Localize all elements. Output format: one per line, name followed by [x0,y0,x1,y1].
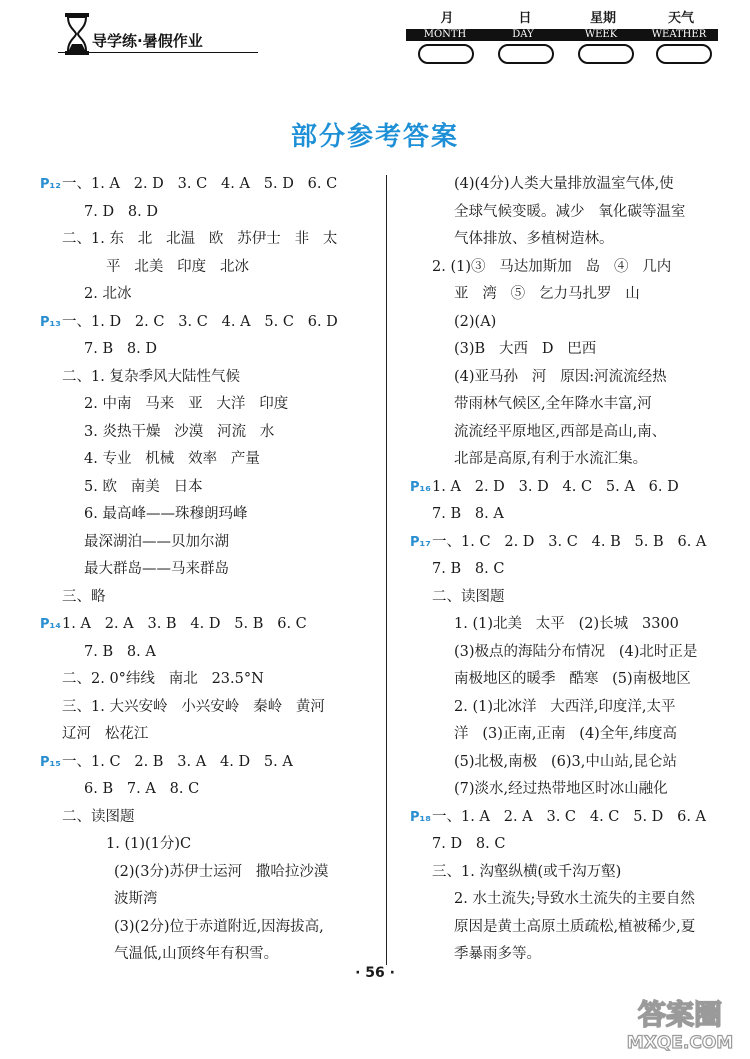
answer-line [410,364,730,392]
answer-text: 气温低,山顶终年有积雪。 [114,946,279,962]
answer-line [410,749,730,777]
week-en-label: WEEK [584,29,618,40]
answer-text: (4)亚马孙 河 原因:河流流经热 [454,368,667,385]
answer-line [410,309,730,337]
answer-text: 亚 湾 ⑤ 乞力马扎罗 山 [454,286,640,302]
day-label: 日 [518,11,532,26]
answer-text: 全球气候变暖。减少 氧化碳等温室 [454,203,686,220]
answer-line [40,694,380,722]
answer-text: (5)北极,南极 (6)3,中山站,昆仑站 [454,753,677,770]
answer-line [410,336,730,364]
day-en-label: DAY [512,29,534,40]
answer-line [410,474,730,502]
answer-line [410,446,730,474]
answer-line [40,666,380,694]
page-ref-tag: P₁₈ [410,809,431,825]
answer-line [40,831,380,859]
page-ref-tag: P₁₃ [40,314,61,330]
answer-line [410,804,730,832]
answer-text: 2. (1)北冰洋 大西洋,印度洋,太平 [454,698,676,715]
answer-text: 4. 专业 机械 效率 产量 [84,451,260,467]
watermark-logo [618,990,742,1054]
answer-text: (4)(4分)人类大量排放温室气体,使 [454,176,674,192]
answer-text: (3)极点的海陆分布情况 (4)北时正是 [454,643,698,660]
answer-text: 1. A 2. A 3. B 4. D 5. B 6. C [62,616,307,632]
answer-text: 2. 中南 马来 亚 大洋 印度 [84,396,289,412]
answer-text: 南极地区的暖季 酷寒 (5)南极地区 [454,671,691,687]
column-divider [386,175,387,965]
answer-text: 5. 欧 南美 日本 [84,478,203,495]
answer-line [40,199,380,227]
answer-line [40,446,380,474]
answer-line [40,886,380,914]
answer-text: 一、1. C 2. D 3. C 4. B 5. B 6. A [432,533,707,550]
answer-text: (2)(A) [454,313,497,330]
page-header [0,0,750,80]
answer-line [410,776,730,804]
date-english-bar [406,29,718,41]
answer-line [410,611,730,639]
answer-text: 二、1. 东 北 北温 欧 苏伊士 非 太 [62,231,338,247]
answer-line [410,226,730,254]
left-answer-column [40,171,380,969]
page-ref-tag: P₁₂ [40,177,61,192]
page-title: 部分参考答案 [290,122,459,152]
page-number: · 56 · [355,965,395,981]
answer-line [410,391,730,419]
answer-line [40,639,380,667]
answer-text: 7. B 8. D [84,341,157,357]
answer-text: (7)淡水,经过热带地区时冰山融化 [454,781,668,797]
answer-line [40,254,380,282]
answer-line [40,226,380,254]
answer-text: 7. D 8. C [432,836,506,852]
answer-text: 一、1. C 2. B 3. A 4. D 5. A [62,753,293,770]
day-field[interactable] [498,44,554,64]
answer-line [410,831,730,859]
answer-line [40,391,380,419]
answer-line [410,721,730,749]
answer-line [410,914,730,942]
answer-line [40,749,380,777]
page-ref-tag: P₁₇ [410,534,431,550]
header-rule [58,52,258,53]
answer-text: 2. 北冰 [84,286,132,302]
answer-line [40,419,380,447]
answer-text: 一、1. A 2. A 3. C 4. C 5. D 6. A [432,808,707,825]
answer-line [40,914,380,942]
answer-text: 2. 水土流失;导致水土流失的主要自然 [454,891,695,907]
answer-line [40,859,380,887]
answer-line [40,804,380,832]
answer-text: 7. B 8. C [432,561,505,577]
answer-text: 流流经平原地区,西部是高山,南、 [454,423,667,440]
answer-line [410,639,730,667]
answer-text: 季暴雨多等。 [454,946,541,962]
answer-line [410,556,730,584]
answer-text: 3. 炎热干燥 沙漠 河流 水 [84,423,275,440]
answer-text: 6. B 7. A 8. C [84,781,200,797]
answer-line [40,336,380,364]
answer-text: 气体排放、多植树造林。 [454,231,614,247]
answer-text: 洋 (3)正南,正南 (4)全年,纬度高 [454,726,677,742]
book-title: 导学练·暑假作业 [92,32,203,50]
answer-text: 6. 最高峰——珠穆朗玛峰 [84,506,248,522]
month-field[interactable] [418,44,474,64]
page-ref-tag: P₁₄ [40,617,61,632]
answer-text: 北部是高原,有利于水流汇集。 [454,451,648,467]
hourglass-icon [64,12,90,56]
answer-text: 二、读图题 [432,588,505,605]
answer-line [40,584,380,612]
week-label: 星期 [589,11,616,26]
answer-line [410,171,730,199]
answer-text: 1. A 2. D 3. D 4. C 5. A 6. D [432,478,679,495]
watermark-top: 答案圈 [637,998,723,1031]
month-en-label: MONTH [423,29,467,40]
answer-line [40,171,380,199]
answer-line [410,666,730,694]
answer-line [410,886,730,914]
right-answer-column [410,171,730,969]
weather-field[interactable] [656,44,712,64]
answer-text: 一、1. D 2. C 3. C 4. A 5. C 6. D [62,313,338,330]
answer-text: 1. (1)北美 太平 (2)长城 3300 [454,616,679,632]
answer-line [410,281,730,309]
answer-line [410,419,730,447]
answer-line [40,611,380,639]
answer-line [40,364,380,392]
answer-text: 最深湖泊——贝加尔湖 [84,533,229,550]
answer-text: (3)B 大西 D 巴西 [454,341,597,357]
answer-line [410,501,730,529]
answer-text: 最大群岛——马来群岛 [84,561,229,577]
answer-text: 原因是黄土高原土质疏松,植被稀少,夏 [454,918,696,935]
answer-text: 二、1. 复杂季风大陆性气候 [62,368,240,385]
answer-text: (2)(3分)苏伊士运河 撒哈拉沙漠 [114,863,329,880]
answer-line [410,694,730,722]
answer-line [410,584,730,612]
answer-text: 2. (1)③ 马达加斯加 岛 ④ 几内 [432,258,672,275]
answer-text: 7. D 8. D [84,203,158,220]
week-field[interactable] [578,44,634,64]
answer-line [40,721,380,749]
page-ref-tag: P₁₆ [410,479,431,495]
answer-text: (3)(2分)位于赤道附近,因海拔高, [114,918,324,935]
answer-line [410,254,730,282]
answer-text: 三、略 [62,588,106,605]
answer-text: 三、1. 沟壑纵横(或千沟万壑) [432,863,622,880]
answer-line [40,776,380,804]
page-ref-tag: P₁₅ [40,754,61,770]
month-label: 月 [440,11,454,26]
answer-text: 波斯湾 [114,891,158,907]
answer-text: 三、1. 大兴安岭 小兴安岭 秦岭 黄河 [62,698,325,715]
answer-text: 7. B 8. A [84,643,156,660]
weather-label: 天气 [667,11,694,26]
answer-line [40,501,380,529]
answer-line [410,529,730,557]
answer-line [40,556,380,584]
watermark-bottom: MXQE.COM [626,1033,734,1053]
answer-line [40,474,380,502]
answer-text: 二、读图题 [62,808,135,825]
answer-line [40,529,380,557]
answer-text: 平 北美 印度 北冰 [106,258,249,275]
answer-line [40,281,380,309]
answer-text: 二、2. 0°纬线 南北 23.5°N [62,671,264,687]
answer-text: 带雨林气候区,全年降水丰富,河 [454,396,652,412]
answer-text: 7. B 8. A [432,506,504,522]
answer-text: 一、1. A 2. D 3. C 4. A 5. D 6. C [62,176,338,192]
answer-line [410,859,730,887]
weather-en-label: WEATHER [651,29,707,40]
answer-line [410,199,730,227]
answer-line [40,309,380,337]
date-labels [408,7,718,27]
answer-text: 辽河 松花江 [62,726,149,742]
answer-text: 1. (1)(1分)C [106,836,192,852]
